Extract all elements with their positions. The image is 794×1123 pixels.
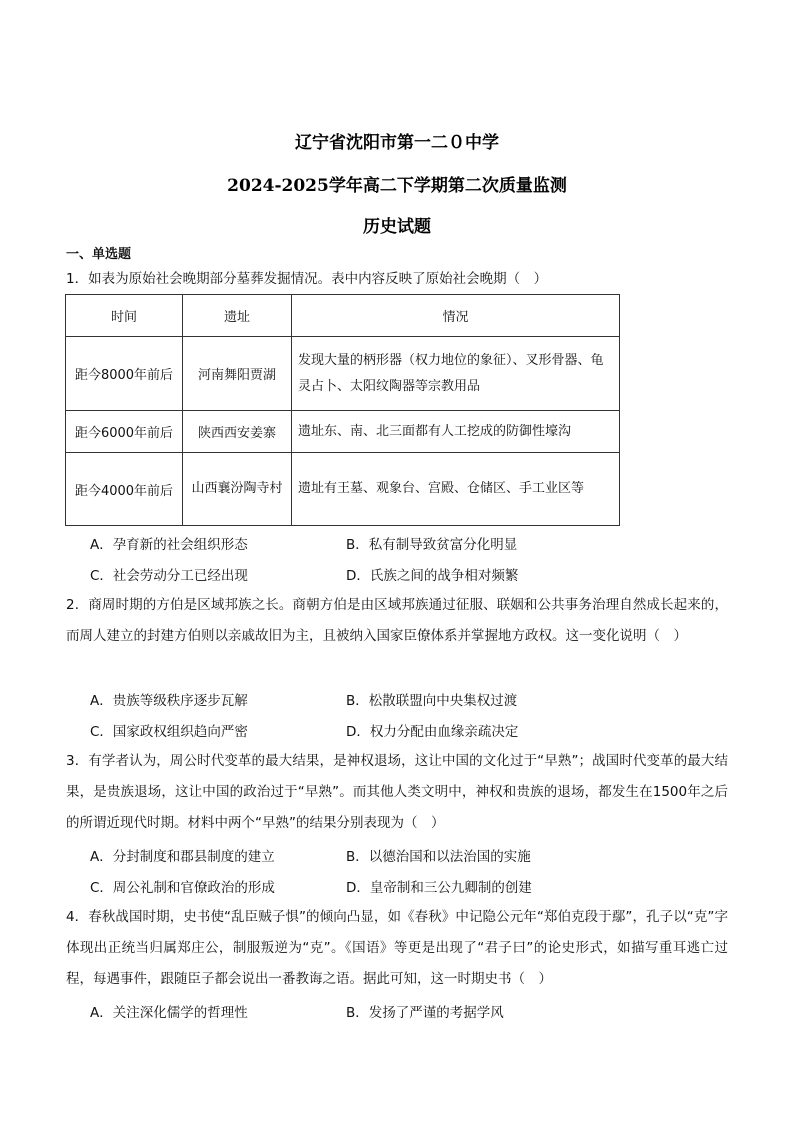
table-header-cell: 遗址 bbox=[183, 295, 292, 337]
table-cell: 遗址东、南、北三面都有人工挖成的防御性壕沟 bbox=[292, 411, 620, 453]
title-term: 2024-2025学年高二下学期第二次质量监测 bbox=[227, 176, 567, 196]
table-row bbox=[66, 453, 620, 526]
section-title: 一、单选题 bbox=[66, 247, 132, 262]
table-header-cell: 情况 bbox=[292, 295, 620, 337]
option-a[interactable]: A．孕育新的社会组织形态 bbox=[90, 537, 248, 553]
option-a[interactable]: A．贵族等级秩序逐步瓦解 bbox=[90, 693, 248, 709]
title-subject: 历史试题 bbox=[363, 217, 431, 237]
question-4-stem: 4．春秋战国时期，史书使“乱臣贼子惧”的倾向凸显，如《春秋》中记隐公元年“郑伯克段于鄢”，孔子以“克”字体现出正统当归属郑庄公，制服叛逆为“克”。《国语》等更是出现了“君子曰”的论史形式，如描写重耳逃亡过程，每遇事件，跟随臣子都会说出一番教诲之语。据此可知，这一时期史书（ ） bbox=[66, 909, 728, 987]
table-cell: 陕西西安姜寨 bbox=[183, 411, 292, 453]
option-a[interactable]: A．分封制度和郡县制度的建立 bbox=[90, 849, 275, 865]
question-2-stem: 2．商周时期的方伯是区域邦族之长。商朝方伯是由区域邦族通过征服、联姻和公共事务治理自然成长起来的，而周人建立的封建方伯则以亲戚故旧为主，且被纳入国家臣僚体系并掌握地方政权。这一变化说明（ ） bbox=[66, 597, 728, 644]
option-b[interactable]: B．松散联盟向中央集权过渡 bbox=[346, 693, 518, 709]
question-1-table bbox=[65, 294, 620, 526]
table-header-row bbox=[66, 295, 620, 337]
option-c[interactable]: C．周公礼制和官僚政治的形成 bbox=[90, 880, 275, 896]
option-b[interactable]: B．以德治国和以法治国的实施 bbox=[346, 849, 531, 865]
option-d[interactable]: D．权力分配由血缘亲疏决定 bbox=[346, 724, 519, 740]
table-row bbox=[66, 337, 620, 411]
option-c[interactable]: C．国家政权组织趋向严密 bbox=[90, 724, 248, 740]
table-cell: 河南舞阳贾湖 bbox=[183, 337, 292, 411]
table-cell: 发现大量的柄形器（权力地位的象征）、叉形骨器、龟灵占卜、太阳纹陶器等宗教用品 bbox=[292, 337, 620, 411]
option-d[interactable]: D．皇帝制和三公九卿制的创建 bbox=[346, 880, 532, 896]
question-1-stem: 1．如表为原始社会晚期部分墓葬发掘情况。表中内容反映了原始社会晚期（ ） bbox=[66, 271, 548, 287]
option-c[interactable]: C．社会劳动分工已经出现 bbox=[90, 568, 248, 584]
table-cell: 山西襄汾陶寺村 bbox=[183, 453, 292, 526]
question-3-stem: 3．有学者认为，周公时代变革的最大结果，是神权退场，这让中国的文化过于“早熟”；战国时代变革的最大结果，是贵族退场，这让中国的政治过于“早熟”。而其他人类文明中，神权和贵族的退场，都发生在1500年之后的所谓近现代时期。材料中两个“早熟”的结果分别表现为（ ） bbox=[66, 753, 728, 831]
title-school: 辽宁省沈阳市第一二０中学 bbox=[295, 133, 499, 153]
table-cell: 距今4000年前后 bbox=[66, 453, 183, 526]
option-a[interactable]: A．关注深化儒学的哲理性 bbox=[90, 1005, 248, 1021]
option-b[interactable]: B．发扬了严谨的考据学风 bbox=[346, 1005, 504, 1021]
option-d[interactable]: D．氏族之间的战争相对频繁 bbox=[346, 568, 519, 584]
table-cell: 距今6000年前后 bbox=[66, 411, 183, 453]
table-cell: 遗址有王墓、观象台、宫殿、仓储区、手工业区等 bbox=[292, 453, 620, 526]
table-header-cell: 时间 bbox=[66, 295, 183, 337]
table-cell: 距今8000年前后 bbox=[66, 337, 183, 411]
option-b[interactable]: B．私有制导致贫富分化明显 bbox=[346, 537, 518, 553]
table-row bbox=[66, 411, 620, 453]
